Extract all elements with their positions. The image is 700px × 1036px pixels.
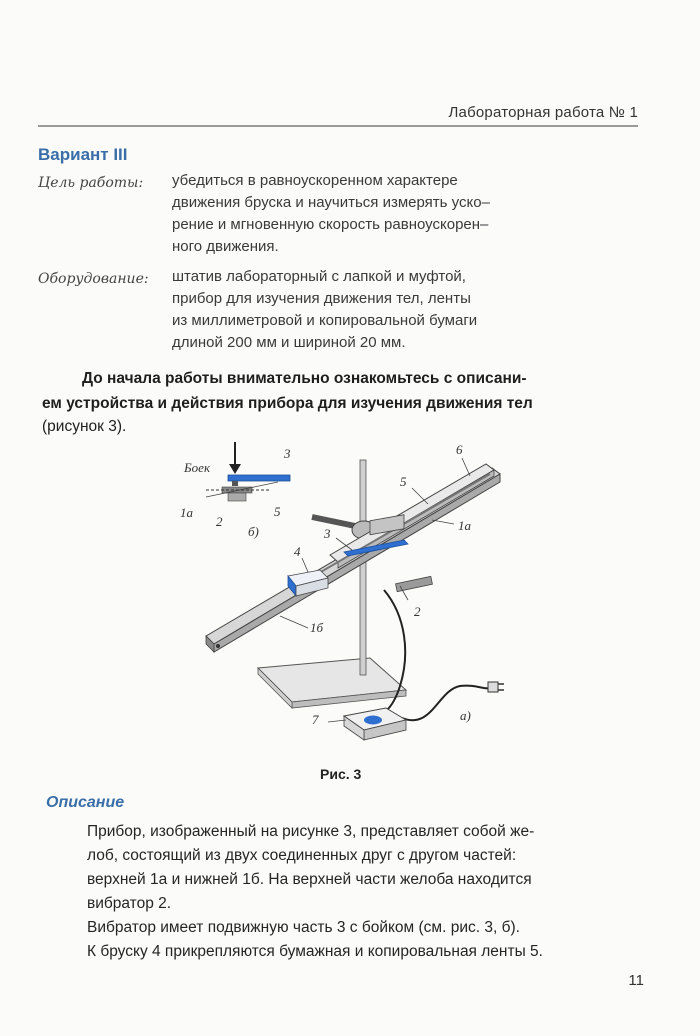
page-number: 11 — [628, 972, 644, 989]
goal-label: Цель работы: — [38, 175, 144, 191]
description-line: верхней 1а и нижней 1б. На верхней части желоба находится — [87, 871, 532, 888]
instruction-text — [82, 367, 682, 390]
instruction-line: ем устройства и действия прибора для изучения движения тел — [42, 395, 533, 412]
plug — [488, 682, 504, 692]
running-header: Лабораторная работа № 1 — [448, 104, 638, 121]
label-4: 4 — [294, 544, 301, 559]
cable-plug — [402, 686, 490, 721]
equipment-line: прибор для изучения движения тел, ленты — [172, 290, 471, 307]
description-line: вибратор 2. — [87, 895, 172, 912]
label-5: 5 — [400, 474, 407, 489]
cable — [370, 590, 405, 720]
instruction-line: До начала работы внимательно ознакомьтесь с описани- — [82, 370, 527, 387]
equipment-line: длиной 200 мм и шириной 20 мм. — [172, 334, 406, 351]
goal-text — [172, 170, 560, 258]
label-3: 3 — [324, 526, 331, 541]
description-text — [87, 820, 647, 964]
stand-base — [258, 658, 406, 708]
equipment-label: Оборудование: — [38, 271, 149, 287]
goal-line: движения бруска и научиться измерять уско– — [172, 194, 490, 211]
label-3-inset: 3 — [284, 446, 291, 461]
instruction-tail: (рисунок 3). — [42, 418, 127, 435]
stand-rod — [360, 460, 366, 675]
label-boek: Боек — [184, 460, 211, 475]
inset-diagram — [180, 442, 291, 539]
label-5-inset: 5 — [274, 504, 281, 519]
figure-device — [170, 440, 530, 770]
label-7: 7 — [312, 712, 319, 727]
equipment-line: штатив лабораторный с лапкой и муфтой, — [172, 268, 466, 285]
label-2-inset: 2 — [216, 514, 223, 529]
figure-caption: Рис. 3 — [320, 766, 362, 782]
section-title: Описание — [46, 794, 125, 811]
label-1a-inset: 1а — [180, 505, 193, 520]
label-1b: 1б — [310, 620, 324, 635]
goal-line: ного движения. — [172, 238, 279, 255]
variant-title: Вариант III — [38, 145, 128, 164]
description-line: К бруску 4 прикрепляются бумажная и копировальная ленты 5. — [87, 943, 543, 960]
equipment-line: из миллиметровой и копировальной бумаги — [172, 312, 478, 329]
vibrator-box-7 — [344, 708, 406, 740]
label-2: 2 — [414, 604, 421, 619]
block-4 — [288, 570, 328, 596]
label-6: 6 — [456, 442, 463, 457]
device-illustration — [170, 440, 530, 770]
label-sub-a: а) — [460, 708, 471, 723]
equipment-text — [172, 266, 560, 354]
label-1a: 1а — [458, 518, 471, 533]
goal-line: убедиться в равноускоренном характере — [172, 172, 458, 189]
description-line: Прибор, изображенный на рисунке 3, представляет собой же- — [87, 823, 535, 840]
goal-line: рение и мгновенную скорость равноускорен– — [172, 216, 489, 233]
description-line: лоб, состоящий из двух соединенных друг с другом частей: — [87, 847, 517, 864]
description-line: Вибратор имеет подвижную часть 3 с бойком (см. рис. 3, б). — [87, 919, 520, 936]
label-sub-b: б) — [248, 524, 259, 539]
header-divider — [38, 125, 638, 127]
instruction-text-2 — [42, 392, 642, 438]
